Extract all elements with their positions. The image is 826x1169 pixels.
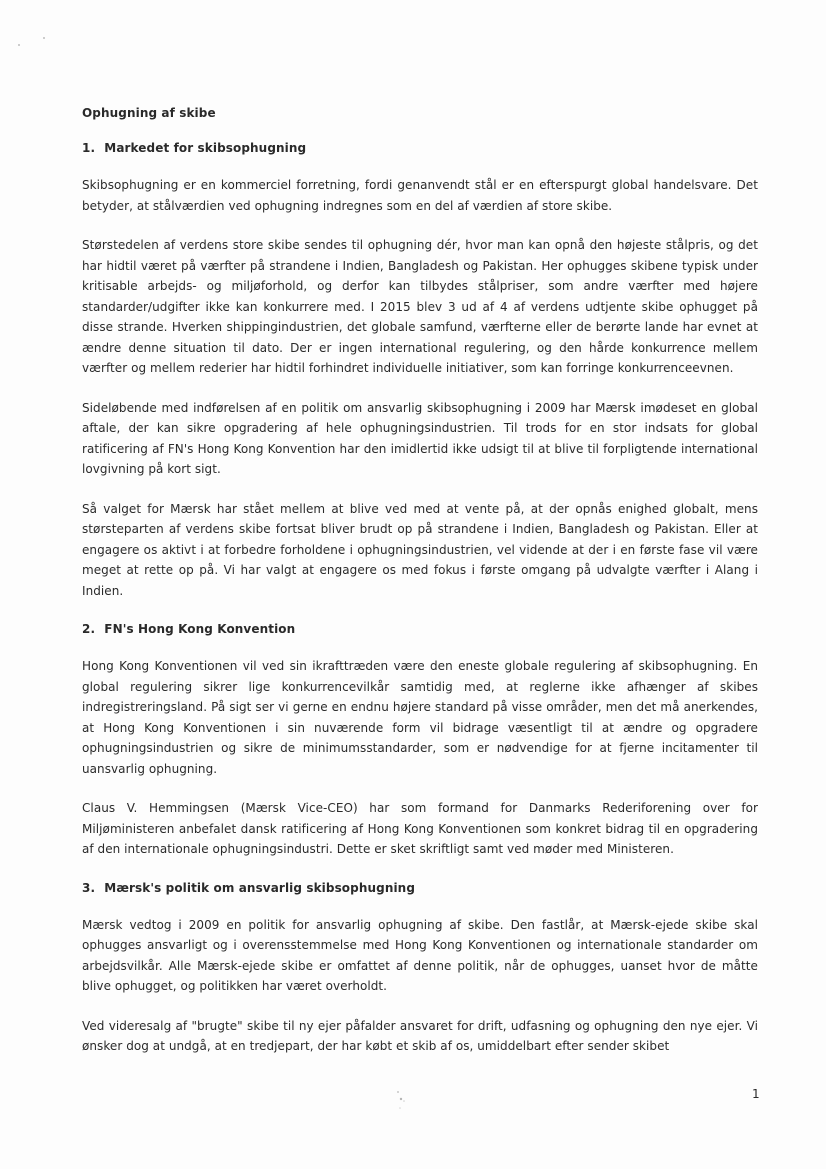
section-heading-maersk-politik	[82, 881, 758, 895]
section-title: FN's Hong Kong Konvention	[104, 622, 296, 636]
section-title: Mærsk's politik om ansvarlig skibsophugning	[104, 880, 416, 895]
paragraph: Hong Kong Konventionen vil ved sin ikrafttræden være den eneste globale regulering af skibsophugning. En global regulering sikrer lige konkurrencevilkår samtidig med, at reglerne ikke afhænger af skibes indregistreringsland. På sigt ser vi gerne en endnu højere standard på visse områder, men det må anerkendes, at Hong Kong Konventionen i sin nuværende form vil bidrage væsentligt til at ændre og opgradere ophugningsindustrien og sikre de minimumsstandarder, som er nødvendige for at fjerne incitamenter til uansvarlig ophugning.	[82, 659, 758, 776]
section-number: 1.	[82, 141, 96, 155]
paragraph: Størstedelen af verdens store skibe sendes til ophugning dér, hvor man kan opnå den højeste stålpris, og det har hidtil været på værfter på strandene i Indien, Bangladesh og Pakistan. Her ophugges skibene typisk under kritisable arbejds- og miljøforhold, og derfor kan tilbydes stålpriser, som andre værfter med højere standarder/udgifter ikke kan konkurrere med. I 2015 blev 3 ud af 4 af verdens udtjente skibe ophugget på disse strande. Hverken shippingindustrien, det globale samfund, værfterne eller de berørte lande har evnet at ændre denne situation til dato. Der er ingen international regulering, og den hårde konkurrence mellem værfter og mellem rederier har hidtil forhindret individuelle initiativer, som kan forringe konkurrenceevnen.	[82, 238, 758, 375]
section-number: 3.	[82, 880, 96, 895]
document-body	[82, 106, 758, 1076]
section-heading-markedet	[82, 141, 758, 155]
scan-speck	[18, 44, 20, 46]
paragraph: Så valget for Mærsk har stået mellem at blive ved med at vente på, at der opnås enighed globalt, mens størsteparten af verdens skibe fortsat bliver brudt op på strandene i Indien, Bangladesh og Pakistan. Eller at engagere os aktivt i at forbedre forholdene i ophugningsindustrien, vel vidende at der i en første fase vil være meget at rette op på. Vi har valgt at engagere os med fokus i første omgang på udvalgte værfter i Alang i Indien.	[82, 501, 758, 598]
section-number: 2.	[82, 622, 96, 636]
scan-speck	[43, 37, 45, 39]
page-number: 1	[752, 1087, 760, 1101]
document-title: Ophugning af skibe	[82, 106, 216, 120]
scan-mark-icon	[392, 1088, 412, 1116]
paragraph: Claus V. Hemmingsen (Mærsk Vice-CEO) har som formand for Danmarks Rederiforening over for Miljøministeren anbefalet dansk ratificering af Hong Kong Konventionen som konkret bidrag til en opgradering af den internationale ophugningsindustri. Dette er sket skriftligt samt ved møder med Ministeren.	[82, 801, 758, 856]
section-title: Markedet for skibsophugning	[104, 141, 307, 155]
section-heading-hong-kong-konvention	[82, 622, 758, 636]
paragraph: Skibsophugning er en kommerciel forretning, fordi genanvendt stål er en efterspurgt global handelsvare. Det betyder, at stålværdien ved ophugning indregnes som en del af værdien af store skibe.	[82, 178, 758, 213]
paragraph: Sideløbende med indførelsen af en politik om ansvarlig skibsophugning i 2009 har Mærsk imødeset en global aftale, der kan sikre opgradering af hele ophugningsindustrien. Til trods for en stor indsats for global ratificering af FN's Hong Kong Konvention har den imidlertid ikke udsigt til at blive til forpligtende international lovgivning på kort sigt.	[82, 400, 758, 476]
paragraph: Ved videresalg af "brugte" skibe til ny ejer påfalder ansvaret for drift, udfasning og ophugning den nye ejer. Vi ønsker dog at undgå, at en tredjepart, der har købt et skib af os, umiddelbart efter sender skibet	[82, 1018, 758, 1053]
paragraph: Mærsk vedtog i 2009 en politik for ansvarlig ophugning af skibe. Den fastlår, at Mærsk-ejede skibe skal ophugges ansvarligt og i overensstemmelse med Hong Kong Konventionen og internationale standarder om arbejdsvilkår. Alle Mærsk-ejede skibe er omfattet af denne politik, når de ophugges, uanset hvor de måtte blive ophugget, og politikken har været overholdt.	[82, 917, 758, 993]
